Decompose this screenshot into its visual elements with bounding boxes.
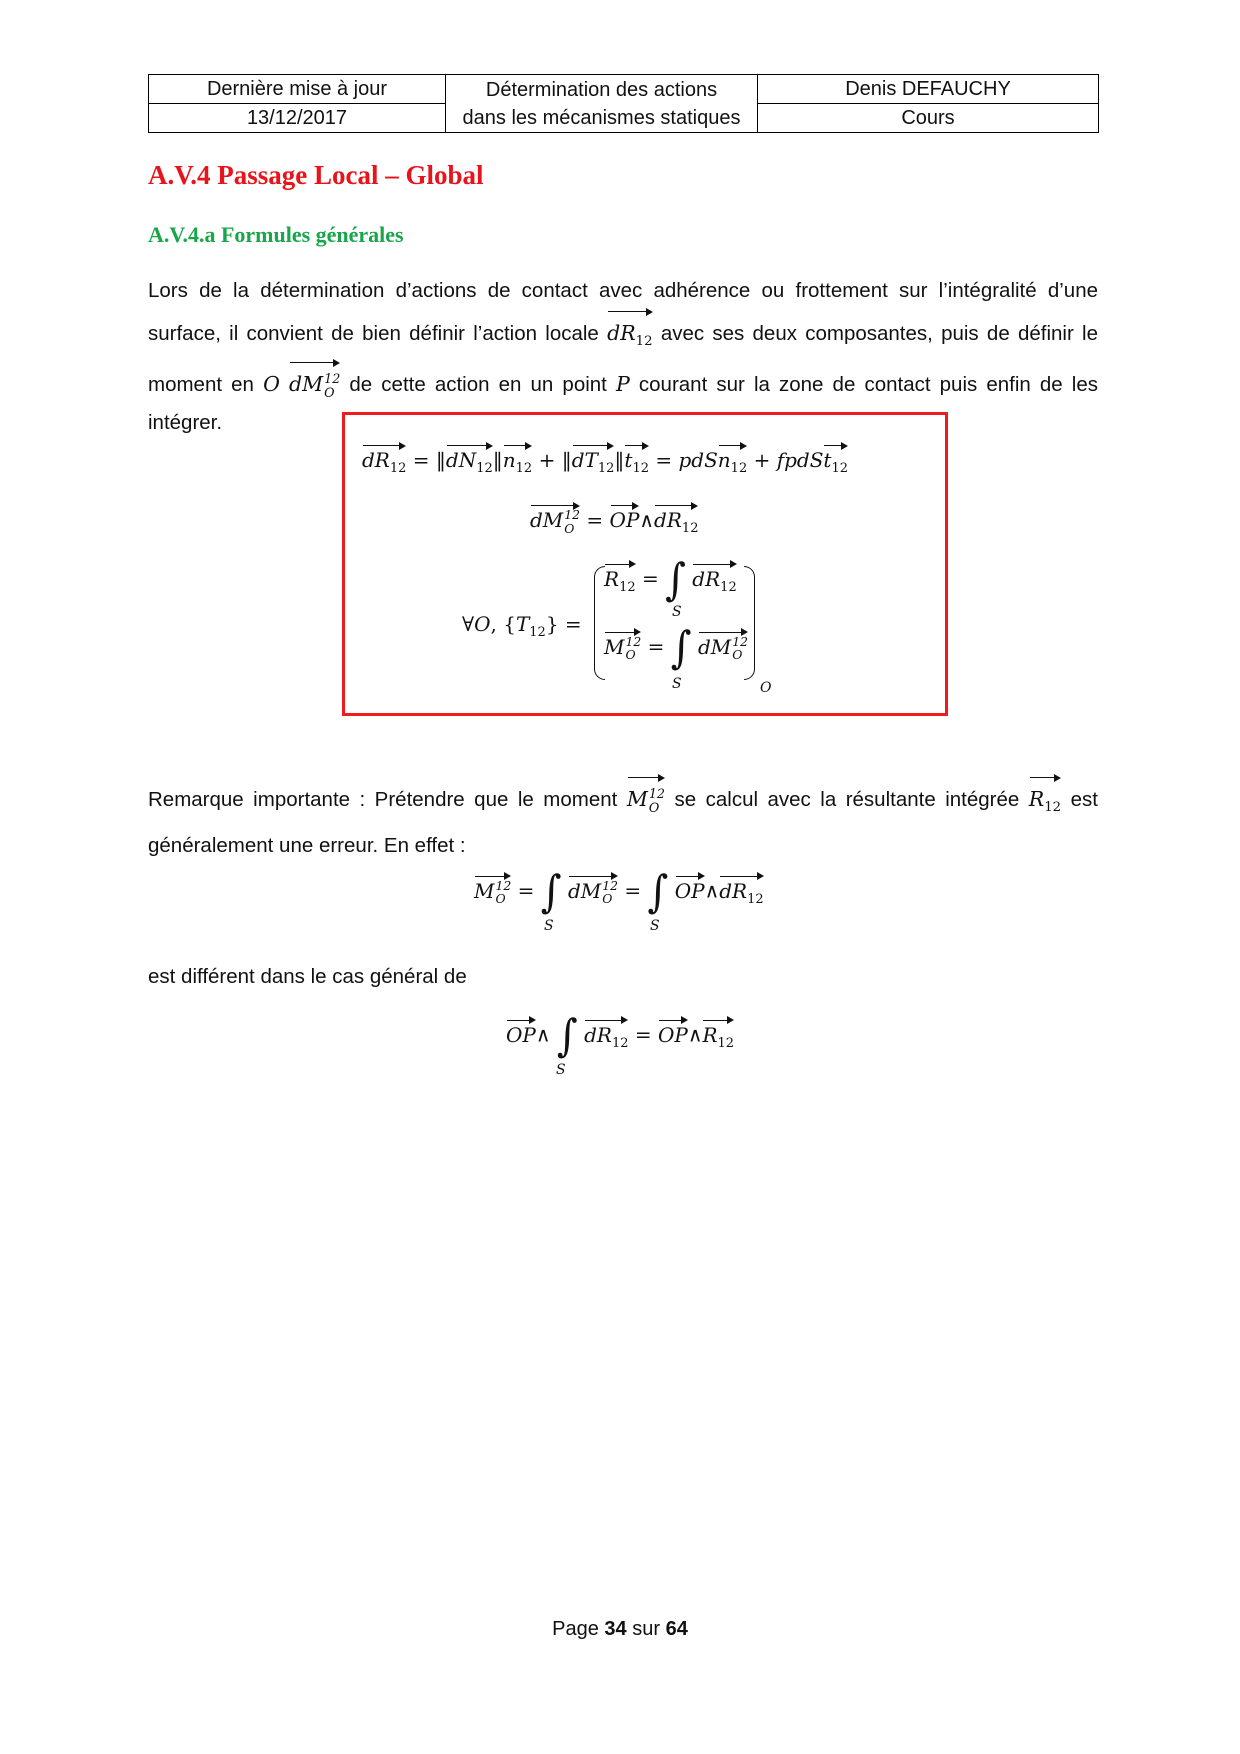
page-footer: Page 34 sur 64 — [552, 1618, 688, 1640]
remark-paragraph — [148, 776, 1098, 865]
different-paragraph: est différent dans le cas général de — [148, 965, 467, 988]
equation-dMO: dM 12 O = $OP\wedge dR_{12}$ — [530, 504, 698, 536]
section-heading: A.V.4 Passage Local – Global — [148, 160, 484, 190]
torsor-int-S-2: S — [672, 676, 682, 692]
header-updated-label: Dernière mise à jour — [149, 75, 446, 104]
remark-line-1: Remarque importante : Prétendre que le moment M 12 O se calcul avec la résultante intégrée $R_{12}$ est — [148, 776, 1098, 827]
header-title: Détermination des actions dans les mécanismes statiques — [446, 75, 758, 133]
header-table — [148, 74, 1099, 133]
torsor-resultant: $R_{12}$ = ∫ $dR_{12}$ — [604, 554, 737, 606]
equation-moment-integral: M 12 O = ∫ dM 12 O = ∫ $OP\wedge dR_{12}$ — [474, 866, 764, 918]
remark-line-2: généralement une erreur. En effet : — [148, 834, 466, 858]
torsor-moment: M 12 O = ∫ dM 12 O — [604, 622, 749, 674]
intro-line-1: Lors de la détermination d’actions de contact avec adhérence ou frottement sur l’intégralité d’une — [148, 279, 1098, 302]
moment-int-S-1: S — [544, 918, 554, 934]
equation-op-wedge-R: OP∧ ∫ $dR_{12}$ = $OP\wedge R_{12}$ — [506, 1010, 735, 1062]
wedge-int-S: S — [556, 1062, 566, 1078]
header-doc-type: Cours — [758, 104, 1099, 133]
intro-line-3: moment en O dM 12 O de cette action en un point P courant sur la zone de contact puis enfin de les — [148, 361, 1098, 404]
header-author: Denis DEFAUCHY — [758, 75, 1099, 104]
intro-line-2: surface, il convient de bien définir l’action locale $dR_{12}$ avec ses deux composantes, puis de définir le — [148, 310, 1098, 361]
subsection-heading: A.V.4.a Formules générales — [148, 222, 404, 247]
moment-int-S-2: S — [650, 918, 660, 934]
equation-dR12: $dR_{12}$ = $‖dN_{12}‖n_{12}$ + $‖dT_{12}‖t_{12}$ = pdSn$_{12}$ + fpdSt$_{12}$ — [362, 444, 848, 476]
intro-line-4: intégrer. — [148, 411, 223, 435]
torsor-label: ∀O, $\{T_{12}\}$ = — [462, 612, 582, 640]
torsor-int-S-1: S — [672, 604, 682, 620]
torsor-point-O: O — [760, 680, 772, 696]
header-date: 13/12/2017 — [149, 104, 446, 133]
